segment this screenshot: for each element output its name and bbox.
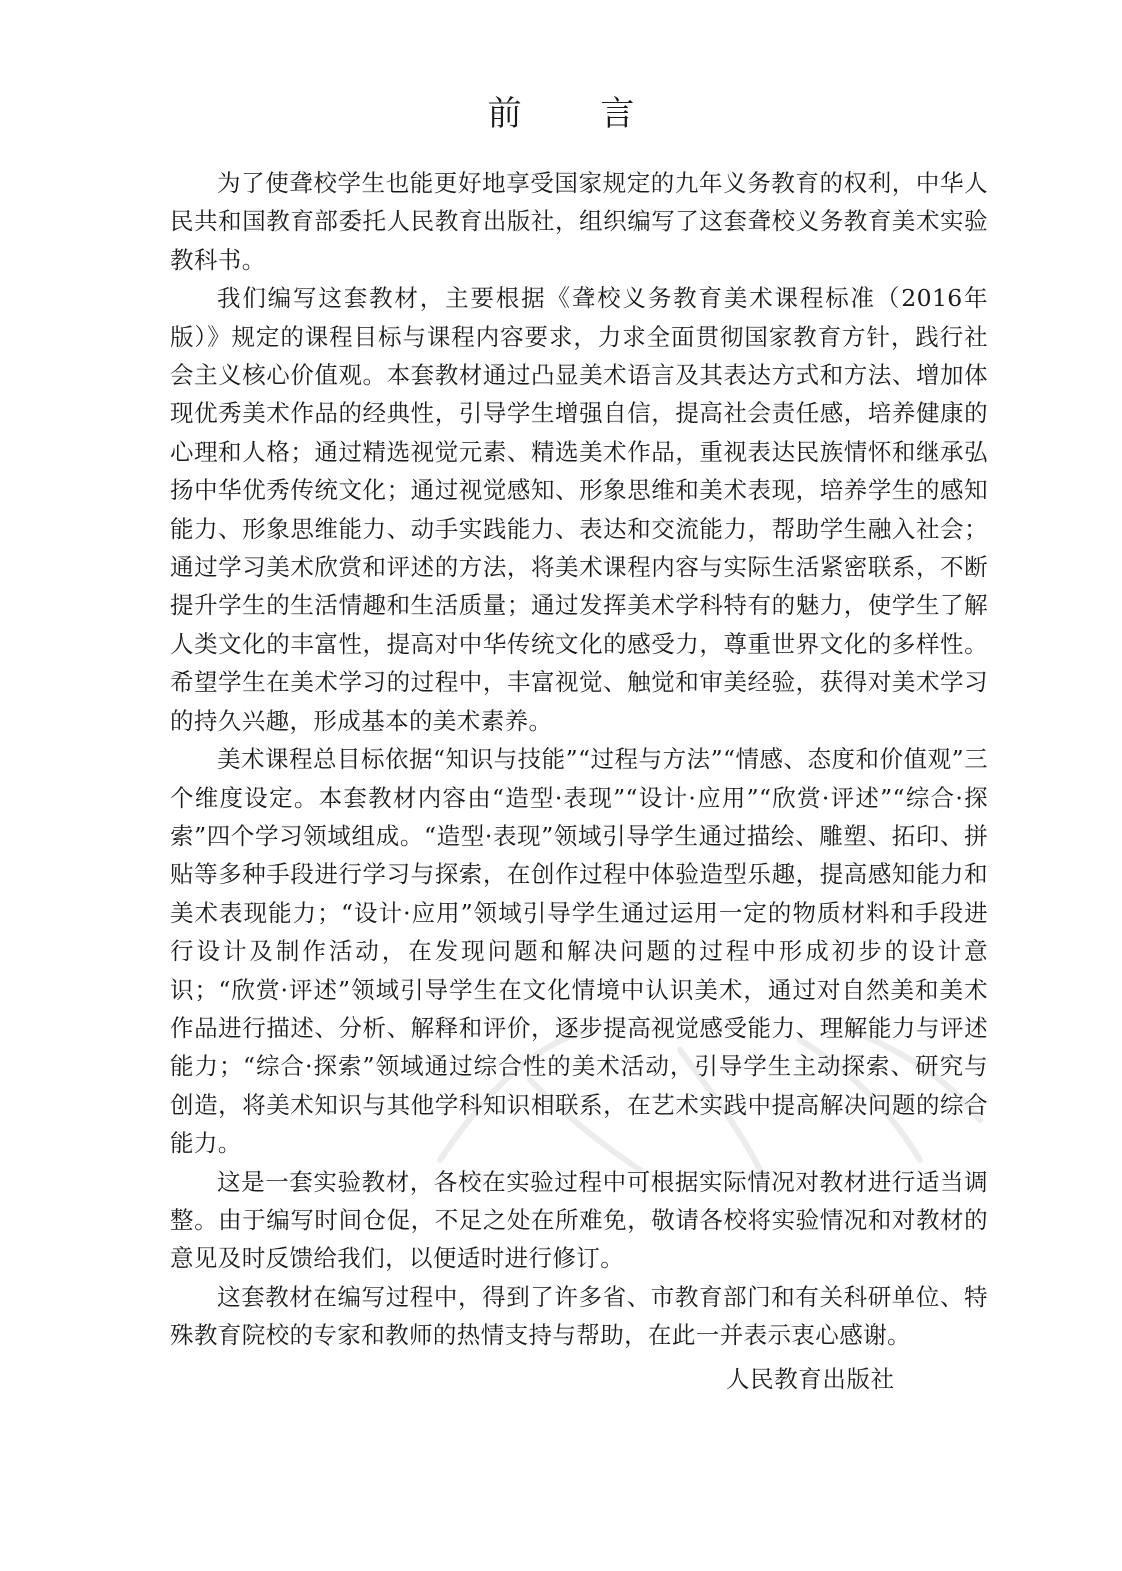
paragraph-2: 我们编写这套教材，主要根据《聋校义务教育美术课程标准（2016年版）》规定的课程目标与课程内容要求，力求全面贯彻国家教育方针，践行社会主义核心价值观。本套教材通过凸显美术语言及其表达方式和方法、增加体现优秀美术作品的经典性，引导学生增强自信，提高社会责任感，培养健康的心理和人格；通过精选视觉元素、精选美术作品，重视表达民族情怀和继承弘扬中华优秀传统文化；通过视觉感知、形象思维和美术表现，培养学生的感知能力、形象思维能力、动手实践能力、表达和交流能力，帮助学生融入社会；通过学习美术欣赏和评述的方法，将美术课程内容与实际生活紧密联系，不断提升学生的生活情趣和生活质量；通过发挥美术学科特有的魅力，使学生了解人类文化的丰富性，提高对中华传统文化的感受力，尊重世界文化的多样性。希望学生在美术学习的过程中，丰富视觉、触觉和审美经验，获得对美术学习的持久兴趣，形成基本的美术素养。 (170, 284, 988, 735)
page-title: 前 言 (487, 94, 669, 134)
paragraph-4: 这是一套实验教材，各校在实验过程中可根据实际情况对教材进行适当调整。由于编写时间仓促，不足之处在所难免，敬请各校将实验情况和对教材的意见及时反馈给我们，以便适时进行修订。 (170, 1167, 988, 1273)
preface-body (170, 164, 988, 1355)
paragraph-1: 为了使聋校学生也能更好地享受国家规定的九年义务教育的权利，中华人民共和国教育部委托人民教育出版社，组织编写了这套聋校义务教育美术实验教科书。 (170, 169, 988, 274)
paragraph-5: 这套教材在编写过程中，得到了许多省、市教育部门和有关科研单位、特殊教育院校的专家和教师的热情支持与帮助，在此一并表示衷心感谢。 (170, 1282, 988, 1350)
publisher-signature: 人民教育出版社 (726, 1365, 895, 1393)
paragraph-3: 美术课程总目标依据“知识与技能”“过程与方法”“情感、态度和价值观”三个维度设定。本套教材内容由“造型·表现”“设计·应用”“欣赏·评述”“综合·探索”四个学习领域组成。“造型·表现”领域引导学生通过描绘、雕塑、拓印、拼贴等多种手段进行学习与探索，在创作过程中体验造型乐趣，提高感知能力和美术表现能力；“设计·应用”领域引导学生通过运用一定的物质材料和手段进行设计及制作活动，在发现问题和解决问题的过程中形成初步的设计意识；“欣赏·评述”领域引导学生在文化情境中认识美术，通过对自然美和美术作品进行描述、分析、解释和评价，逐步提高视觉感受能力、理解能力与评述能力；“综合·探索”领域通过综合性的美术活动，引导学生主动探索、研究与创造，将美术知识与其他学科知识相联系，在艺术实践中提高解决问题的综合能力。 (170, 745, 988, 1158)
